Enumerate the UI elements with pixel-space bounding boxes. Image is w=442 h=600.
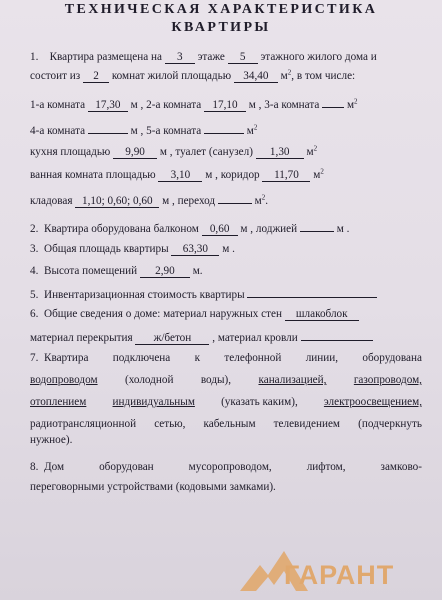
document-title: ТЕХНИЧЕСКАЯ ХАРАКТЕРИСТИКА (64, 2, 378, 17)
section-1-line-1: 1. Квартира размещена на 3 этаже 5 этажного жилого дома и (30, 51, 377, 63)
section-1-line-6: ванная комната площадью 3,10 м , коридор 11,70 $м^2$ (30, 167, 324, 181)
floor-value: 3 (165, 51, 195, 64)
room-2-area: 17,10 (204, 99, 246, 112)
section-1-line-5: кухня площадью 9,90 м , туалет (санузел) 1,30 $м^2$ (30, 144, 318, 158)
total-area: 63,30 (171, 243, 219, 256)
section-2: 2. Квартира оборудована балконом 0,60 м , лоджией м . (30, 220, 349, 236)
section-1-line-2: состоит из 2 комнат жилой площадью 34,40 $м^2$, в том числе: (30, 68, 356, 82)
rooms-value: 2 (83, 70, 109, 83)
section-3: 3. Общая площадь квартиры 63,30 м . (30, 243, 235, 255)
section-7-line-1: 7. Квартира подключена к телефонной линии, оборудована (30, 352, 422, 364)
living-area-value: 34,40 (234, 70, 278, 83)
section-7-line-5: нужное). (30, 434, 73, 446)
section-1-line-4: 4-а комната м , 5-а комната $м^2$ (30, 123, 258, 137)
section-8-line-2: переговорными устройствами (кодовыми замками). (30, 481, 276, 493)
section-4: 4. Высота помещений 2,90 м. (30, 265, 203, 277)
section-6-line-2: материал перекрытия ж/бетон , материал кровли (30, 329, 373, 345)
section-5: 5. Инвентаризационная стоимость квартиры (30, 286, 377, 302)
section-7-line-2: водопроводом (холодной воды), канализацией, газопроводом, (30, 374, 422, 386)
balcony-area: 0,60 (202, 223, 238, 236)
section-7-line-4: радиотрансляционной сетью, кабельным телевидением (подчеркнуть (30, 418, 422, 430)
ceiling-height: 2,90 (140, 265, 190, 278)
document-subtitle: КВАРТИРЫ (171, 20, 271, 35)
section-1-line-3: 1-а комната 17,30 м , 2-а комната 17,10 м , 3-а комната $м^2$ (30, 97, 358, 111)
garant-logo-text: ГАРАНТ (284, 560, 395, 590)
room-1-area: 17,30 (88, 99, 128, 112)
section-1-line-7: кладовая 1,10; 0,60; 0,60 м , переход $м^2$. (30, 193, 269, 207)
kitchen-area: 9,90 (113, 146, 157, 159)
floors-total-value: 5 (228, 51, 258, 64)
wc-area: 1,30 (256, 146, 304, 159)
corridor-area: 11,70 (262, 169, 310, 182)
bathroom-area: 3,10 (158, 169, 202, 182)
section-6-line-1: 6. Общие сведения о доме: материал наружных стен шлакоблок (30, 307, 359, 321)
pantry-area: 1,10; 0,60; 0,60 (75, 195, 159, 208)
section-7-line-3: отоплением индивидуальным (указать каким), электроосвещением, (30, 396, 422, 408)
wall-material: шлакоблок (285, 308, 359, 321)
section-8-line-1: 8. Дом оборудован мусоропроводом, лифтом, замково- (30, 461, 422, 473)
floor-slab-material: ж/бетон (135, 332, 209, 345)
